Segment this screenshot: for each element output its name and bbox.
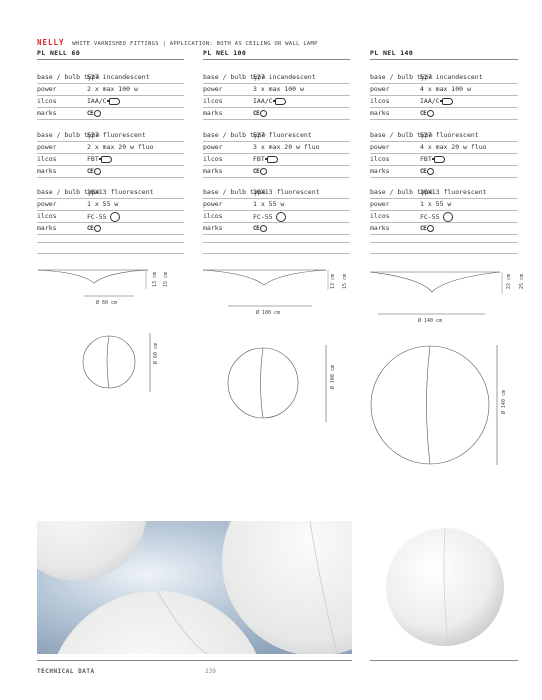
profile-100-shape: [203, 270, 326, 285]
spec-label: base / bulb type: [370, 73, 433, 81]
spec-value-text: 1 x 55 w: [420, 200, 452, 208]
seam-100: [261, 348, 264, 418]
spec-label: ilcos: [37, 155, 57, 163]
spec-label: ilcos: [370, 97, 390, 105]
spec-value-text: 4 x max 100 w: [420, 85, 471, 93]
spec-value-text: 2GX13 fluorescent: [87, 188, 154, 196]
footer-rule: [37, 660, 352, 661]
spec-label: base / bulb type: [37, 188, 100, 196]
lamp-shape: [386, 528, 504, 646]
header-subtitle: WHITE VARNISHED FITTINGS | APPLICATION: BOTH AS CEILING OR WALL LAMP: [72, 41, 318, 47]
spec-label: base / bulb type: [370, 188, 433, 196]
page-number: 239: [205, 668, 216, 675]
front-view-140: [371, 346, 489, 464]
diameter-140-label: Ø 140 cm: [501, 390, 507, 415]
spec-label: base / bulb type: [203, 188, 266, 196]
spec-label: base / bulb type: [203, 131, 266, 139]
spec-value-text: CE: [420, 168, 427, 175]
spec-label: power: [203, 200, 223, 208]
spec-value-text: CE: [253, 168, 260, 175]
spec-label: marks: [370, 109, 390, 117]
spec-label: ilcos: [203, 155, 223, 163]
spec-label: ilcos: [37, 212, 57, 220]
spec-value-text: E27 incandescent: [420, 73, 483, 81]
height-140-b: 25 cm: [519, 274, 525, 290]
spec-label: ilcos: [370, 155, 390, 163]
spec-value-text: FC-55: [87, 213, 107, 221]
profile-140-shape: [370, 272, 500, 292]
front-view-100: [228, 348, 298, 418]
height-140-a: 22 cm: [506, 274, 512, 290]
spec-value-text: 2 x max 20 w fluo: [87, 143, 154, 151]
diameter-60-label: Ø 60 cm: [153, 343, 159, 365]
spec-value-text: CE: [87, 168, 94, 175]
spec-value-text: 2GX13 fluorescent: [420, 188, 487, 196]
spec-label: marks: [370, 167, 390, 175]
column-title-100: PL NEL 100: [203, 49, 247, 57]
spec-value-text: CE: [87, 225, 94, 232]
spec-value-text: 2GX13 fluorescent: [253, 188, 320, 196]
spec-label: power: [203, 143, 223, 151]
column-title-140: PL NEL 140: [370, 49, 414, 57]
spec-value-text: 1 x 55 w: [87, 200, 119, 208]
spec-label: marks: [203, 109, 223, 117]
width-60-label: Ø 60 cm: [96, 300, 118, 306]
spec-label: power: [370, 200, 390, 208]
column-title-60: PL NELL 60: [37, 49, 81, 57]
front-view-60: [83, 336, 135, 388]
spec-value-text: E27 incandescent: [87, 73, 150, 81]
footer-rule: [370, 660, 518, 661]
spec-label: marks: [37, 224, 57, 232]
spec-value-text: CE: [420, 110, 427, 117]
spec-value-text: IAA/C: [420, 97, 440, 105]
spec-label: marks: [37, 109, 57, 117]
spec-value-text: 4 x max 20 w fluo: [420, 143, 487, 151]
diameter-100-label: Ø 100 cm: [330, 365, 336, 390]
height-60-a: 13 cm: [152, 272, 158, 288]
spec-value-text: CE: [253, 110, 260, 117]
spec-label: ilcos: [203, 212, 223, 220]
spec-value-text: FBT: [87, 155, 99, 163]
spec-value-text: FBT: [253, 155, 265, 163]
spec-label: power: [37, 200, 57, 208]
seam-60: [107, 336, 109, 388]
spec-label: power: [37, 85, 57, 93]
height-60-b: 15 cm: [163, 272, 169, 288]
spec-label: marks: [370, 224, 390, 232]
ambient-photo: [37, 521, 352, 654]
spec-value-text: CE: [253, 225, 260, 232]
spec-value-text: 2 x max 100 w: [87, 85, 138, 93]
brand-name: NELLY: [37, 38, 65, 47]
spec-value-text: E27 fluorescent: [87, 131, 146, 139]
spec-value-text: E27 fluorescent: [420, 131, 479, 139]
spec-label: base / bulb type: [203, 73, 266, 81]
spec-label: base / bulb type: [37, 131, 100, 139]
spec-value-text: FC-55: [420, 213, 440, 221]
spec-value-text: IAA/C: [87, 97, 107, 105]
spec-value-text: 1 x 55 w: [253, 200, 285, 208]
spec-label: marks: [203, 224, 223, 232]
spec-value-text: E27 incandescent: [253, 73, 316, 81]
profile-60-shape: [38, 270, 148, 283]
spec-value-text: E27 fluorescent: [253, 131, 312, 139]
spec-label: power: [370, 143, 390, 151]
height-100-a: 13 cm: [330, 274, 336, 290]
product-photo: [370, 521, 519, 654]
spec-value-text: CE: [420, 225, 427, 232]
spec-label: power: [370, 85, 390, 93]
spec-label: ilcos: [370, 212, 390, 220]
spec-value-text: 3 x max 20 w fluo: [253, 143, 320, 151]
spec-value-text: IAA/C: [253, 97, 273, 105]
spec-label: marks: [203, 167, 223, 175]
spec-value-text: FC-55: [253, 213, 273, 221]
spec-label: power: [37, 143, 57, 151]
width-140-label: Ø 140 cm: [418, 318, 443, 324]
spec-label: marks: [37, 167, 57, 175]
spec-label: base / bulb type: [37, 73, 100, 81]
spec-value-text: FBT: [420, 155, 432, 163]
footer-label: TECHNICAL DATA: [37, 668, 95, 675]
spec-value-text: CE: [87, 110, 94, 117]
spec-label: base / bulb type: [370, 131, 433, 139]
spec-label: power: [203, 85, 223, 93]
spec-label: ilcos: [203, 97, 223, 105]
seam-140: [427, 346, 431, 464]
spec-value-text: 3 x max 100 w: [253, 85, 304, 93]
height-100-b: 15 cm: [342, 274, 348, 290]
spec-label: ilcos: [37, 97, 57, 105]
width-100-label: Ø 100 cm: [256, 310, 281, 316]
